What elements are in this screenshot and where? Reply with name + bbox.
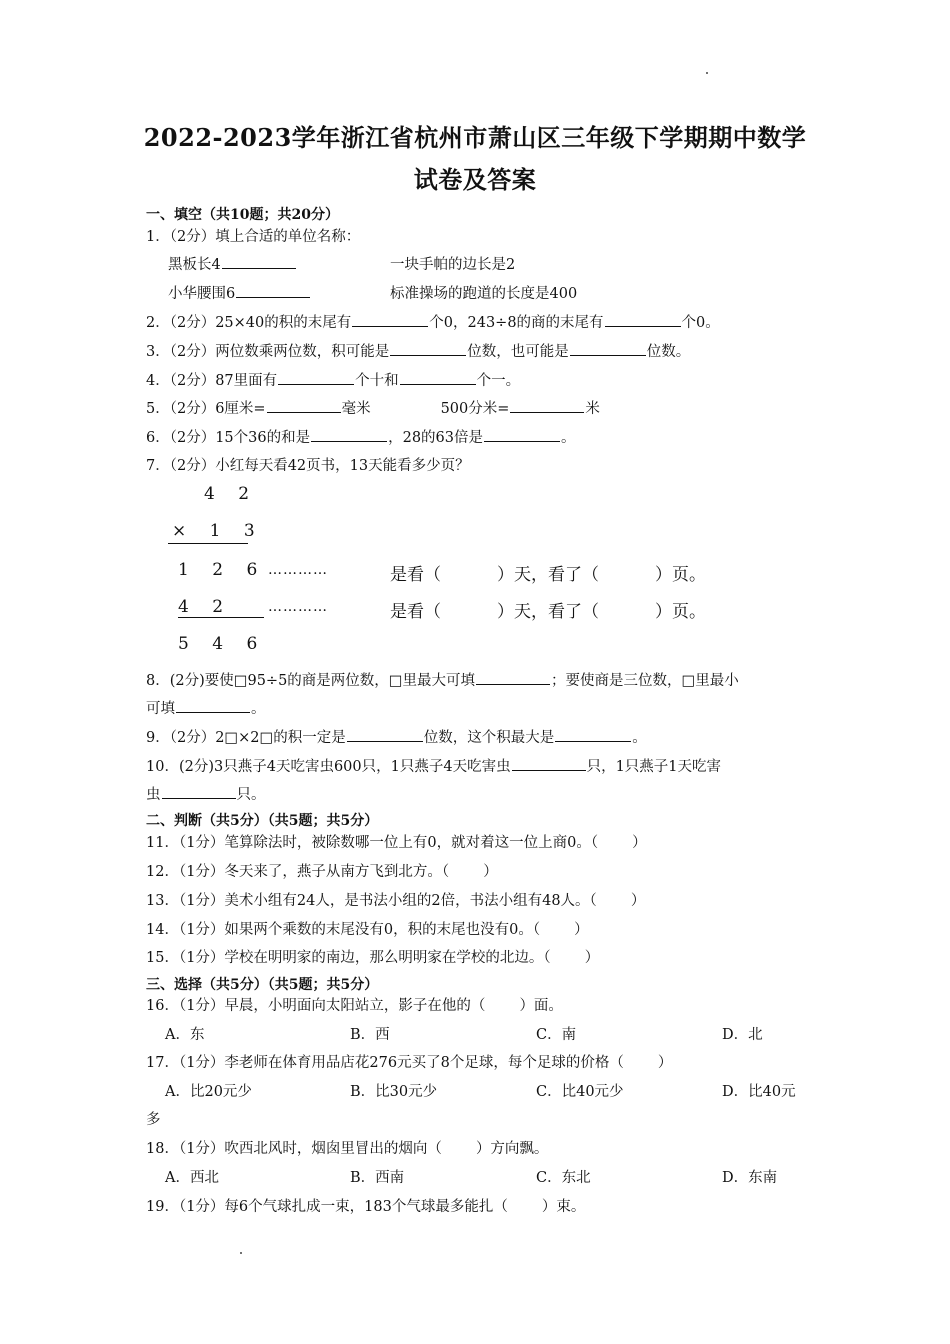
answer-blank[interactable]: [352, 312, 428, 327]
q16: 16．（1分）早晨，小明面向太阳站立，影子在他的（ ）面。: [146, 998, 563, 1014]
calc-row-multiplier: × 1 3: [172, 521, 264, 541]
q18-option-d[interactable]: D．东南: [722, 1170, 778, 1186]
q13: 13．（1分）美术小组有24人，是书法小组的2倍，书法小组有48人。（ ）: [146, 893, 646, 909]
answer-blank[interactable]: [510, 398, 584, 413]
q1-item-c: 小华腰围6: [168, 282, 311, 303]
q8-line-1: 8．(2分)要使□95÷5的商是两位数，□里最大可填 ；要使商是三位数，□里最小: [146, 669, 739, 690]
q17: 17．（1分）李老师在体育用品店花276元买了8个足球，每个足球的价格（ ）: [146, 1055, 673, 1071]
answer-blank[interactable]: [311, 427, 387, 442]
q9: 9．（2分）2□×2□的积一定是 位数，这个积最大是 。: [146, 726, 647, 747]
q7-stem: 7．（2分）小红每天看42页书，13天能看多少页？: [146, 458, 470, 474]
answer-blank[interactable]: [570, 341, 646, 356]
section-1-heading: 一、填空（共10题；共20分）: [146, 207, 339, 223]
title-line-1: 2022-2023学年浙江省杭州市萧山区三年级下学期期中数学: [143, 123, 807, 152]
answer-blank[interactable]: [267, 398, 341, 413]
answer-blank[interactable]: [176, 698, 250, 713]
q16-option-c[interactable]: C．南: [536, 1027, 577, 1043]
q15: 15．（1分）学校在明明家的南边，那么明明家在学校的北边。（ ）: [146, 950, 600, 966]
answer-blank[interactable]: [555, 727, 631, 742]
q8-line-2: 可填 。: [146, 697, 266, 718]
q2: 2．（2分）25×40的积的末尾有 个0，243÷8的商的末尾有 个0。: [146, 311, 720, 332]
q1-item-b: 一块手帕的边长是2: [390, 257, 516, 273]
q10-line-1: 10．(2分)3只燕子4天吃害虫600只，1只燕子4天吃害虫 只，1只燕子1天吃害: [146, 755, 721, 776]
calc-leader-dots: …………: [268, 599, 328, 615]
answer-blank[interactable]: [162, 784, 236, 799]
section-3-heading: 三、选择（共5分）（共5题；共5分）: [146, 977, 379, 993]
q4: 4．（2分）87里面有 个十和 个一。: [146, 369, 520, 390]
answer-blank[interactable]: [400, 370, 476, 385]
q18-option-c[interactable]: C．东北: [536, 1170, 591, 1186]
answer-blank[interactable]: [236, 283, 310, 298]
q1-item-d: 标准操场的跑道的长度是400: [390, 286, 578, 302]
answer-blank[interactable]: [605, 312, 681, 327]
q18-option-a[interactable]: A．西北: [165, 1170, 219, 1186]
title-line-2: 试卷及答案: [413, 165, 537, 194]
q18: 18．（1分）吹西北风时，烟囱里冒出的烟向（ ）方向飘。: [146, 1141, 549, 1157]
q1-item-a: 黑板长4: [168, 253, 297, 274]
q17-option-a[interactable]: A．比20元少: [165, 1084, 252, 1100]
answer-blank[interactable]: [347, 727, 423, 742]
scan-dot: [706, 72, 708, 74]
answer-blank[interactable]: [476, 670, 550, 685]
q17-option-c[interactable]: C．比40元少: [536, 1084, 624, 1100]
calc-rule: [168, 543, 248, 544]
section-2-heading: 二、判断（共5分）（共5题；共5分）: [146, 813, 379, 829]
q17-option-b[interactable]: B．比30元少: [350, 1084, 438, 1100]
q3: 3．（2分）两位数乘两位数，积可能是 位数，也可能是 位数。: [146, 340, 690, 361]
q17-option-d-wrap: 多: [146, 1112, 161, 1128]
calc-row-partial-1: 1 2 6: [178, 560, 267, 580]
q12: 12．（1分）冬天来了，燕子从南方飞到北方。（ ）: [146, 864, 498, 880]
calc-row-multiplicand: 4 2: [204, 484, 259, 504]
q6: 6．（2分）15个36的和是 ，28的63倍是 。: [146, 426, 576, 447]
calc-row-partial-2: 4 2: [178, 597, 233, 617]
answer-blank[interactable]: [390, 341, 466, 356]
q17-option-d[interactable]: D．比40元: [722, 1084, 796, 1100]
calc-leader-dots: …………: [268, 562, 328, 578]
q14: 14．（1分）如果两个乘数的末尾没有0，积的末尾也没有0。（ ）: [146, 922, 589, 938]
q19: 19．（1分）每6个气球扎成一束，183个气球最多能扎（ ）束。: [146, 1199, 586, 1215]
q16-option-b[interactable]: B．西: [350, 1027, 390, 1043]
q16-option-a[interactable]: A．东: [165, 1027, 205, 1043]
q11: 11．（1分）笔算除法时，被除数哪一位上有0，就对着这一位上商0。（ ）: [146, 835, 647, 851]
calc-question-1: 是看（ ）天，看了（ ）页。: [390, 565, 706, 585]
answer-blank[interactable]: [484, 427, 560, 442]
q1-stem: 1．（2分）填上合适的单位名称：: [146, 229, 361, 245]
answer-blank[interactable]: [278, 370, 354, 385]
calc-rule: [178, 617, 264, 618]
answer-blank[interactable]: [512, 756, 586, 771]
q5: 5．（2分）6厘米= 毫米 500分米= 米: [146, 397, 600, 418]
scan-dot: [240, 1252, 242, 1254]
calc-row-product: 5 4 6: [178, 634, 267, 654]
answer-blank[interactable]: [222, 254, 296, 269]
q18-option-b[interactable]: B．西南: [350, 1170, 405, 1186]
q10-line-2: 虫 只。: [146, 783, 266, 804]
calc-question-2: 是看（ ）天，看了（ ）页。: [390, 602, 706, 622]
q16-option-d[interactable]: D．北: [722, 1027, 763, 1043]
